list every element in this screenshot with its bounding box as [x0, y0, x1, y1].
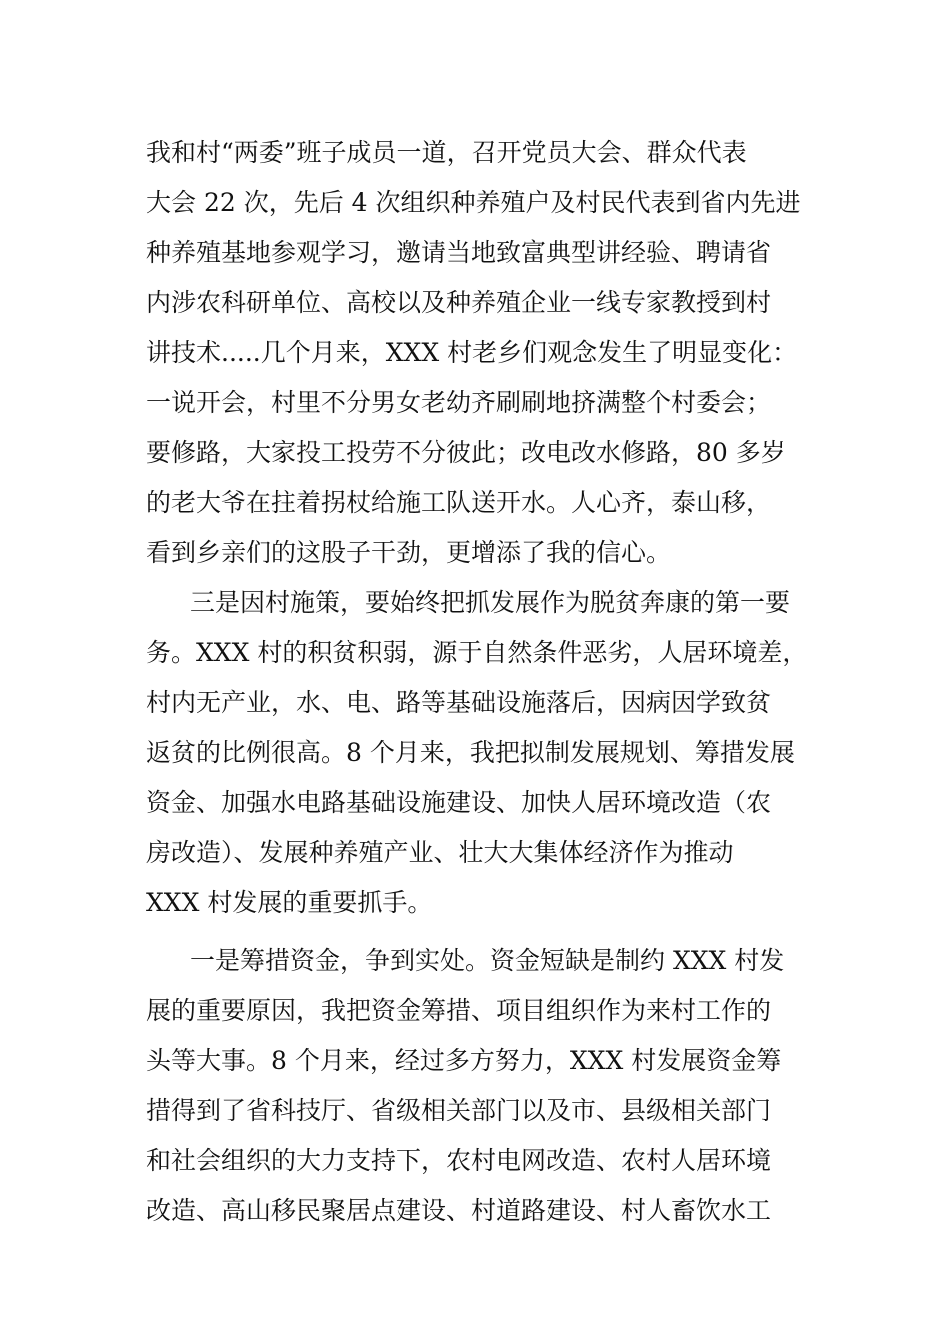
text-line: 大会 22 次，先后 4 次组织种养殖户及村民代表到省内先进: [146, 188, 801, 217]
text-line: 和社会组织的大力支持下，农村电网改造、农村人居环境: [146, 1146, 772, 1175]
text-line: XXX 村发展的重要抓手。: [146, 888, 433, 917]
text-line: 展的重要原因，我把资金筹措、项目组织作为来村工作的: [146, 996, 772, 1025]
text-line: 村内无产业，水、电、路等基础设施落后，因病因学致贫: [146, 688, 772, 717]
text-line: 看到乡亲们的这股子干劲，更增添了我的信心。: [146, 538, 672, 567]
text-line: 措得到了省科技厅、省级相关部门以及市、县级相关部门: [146, 1096, 772, 1125]
text-line: 资金、加强水电路基础设施建设、加快人居环境改造（农: [146, 788, 772, 817]
text-line: 改造、高山移民聚居点建设、村道路建设、村人畜饮水工: [146, 1196, 772, 1225]
paragraph-start-line: 三是因村施策，要始终把抓发展作为脱贫奔康的第一要: [190, 588, 791, 617]
text-line: 一说开会，村里不分男女老幼齐刷刷地挤满整个村委会；: [146, 388, 772, 417]
text-line: 务。XXX 村的积贫积弱，源于自然条件恶劣，人居环境差，: [146, 638, 808, 667]
text-line: 要修路，大家投工投劳不分彼此；改电改水修路，80 多岁: [146, 438, 786, 467]
text-line: 的老大爷在拄着拐杖给施工队送开水。人心齐，泰山移，: [146, 488, 772, 517]
text-line: 内涉农科研单位、高校以及种养殖企业一线专家教授到村: [146, 288, 772, 317]
text-line: 讲技术.....几个月来，XXX 村老乡们观念发生了明显变化：: [146, 338, 798, 367]
text-line: 返贫的比例很高。8 个月来，我把拟制发展规划、筹措发展: [146, 738, 795, 767]
paragraph-start-line: 一是筹措资金，争到实处。资金短缺是制约 XXX 村发: [190, 946, 785, 975]
text-line: 种养殖基地参观学习，邀请当地致富典型讲经验、聘请省: [146, 238, 772, 267]
body-text: [146, 128, 826, 1236]
text-line: 房改造）、发展种养殖产业、壮大大集体经济作为推动: [146, 838, 734, 867]
text-line: 头等大事。8 个月来，经过多方努力，XXX 村发展资金筹: [146, 1046, 782, 1075]
text-line: 我和村“两委”班子成员一道，召开党员大会、群众代表: [146, 138, 747, 167]
